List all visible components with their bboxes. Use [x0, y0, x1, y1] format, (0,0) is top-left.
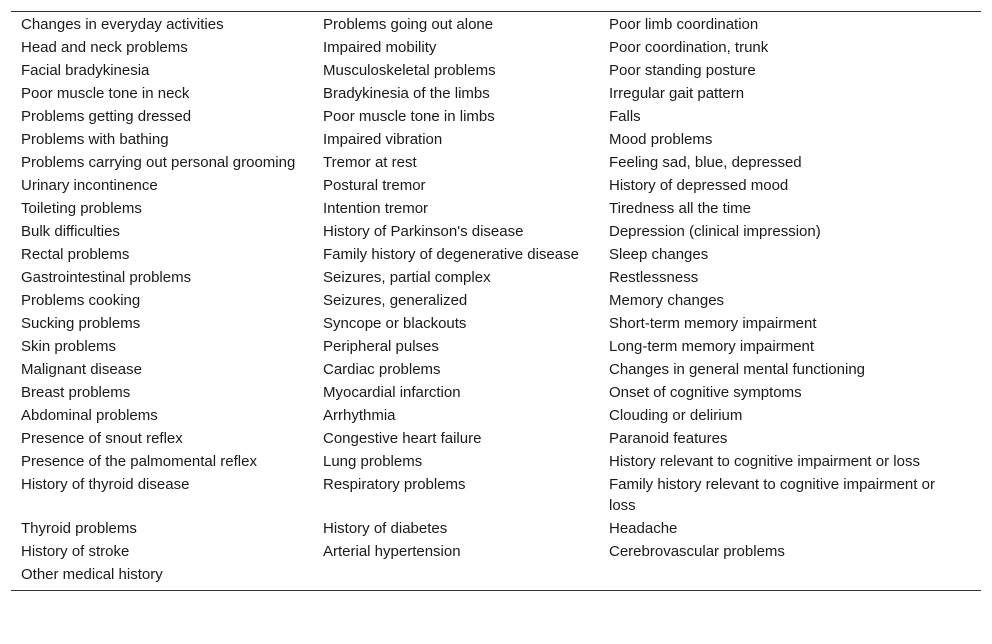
- table-cell: Impaired mobility: [323, 39, 437, 56]
- table-cell: History of stroke: [21, 543, 130, 560]
- table-row: [11, 174, 981, 197]
- table-cell: Problems carrying out personal grooming: [21, 154, 296, 171]
- table-cell: Poor standing posture: [609, 62, 756, 79]
- table-cell: Changes in general mental functioning: [609, 361, 866, 378]
- table-cell: Musculoskeletal problems: [323, 62, 496, 79]
- table-cell: Falls: [609, 108, 641, 125]
- table-cell: Thyroid problems: [21, 520, 137, 537]
- table-row: [11, 289, 981, 312]
- table-cell: Respiratory problems: [323, 476, 466, 493]
- table-row: [11, 517, 981, 540]
- table-cell: Poor limb coordination: [609, 16, 759, 33]
- table-row: [11, 473, 981, 517]
- table-cell: Myocardial infarction: [323, 384, 461, 401]
- table-cell: Sucking problems: [21, 315, 141, 332]
- symptom-table: [11, 11, 981, 591]
- table-cell: Poor muscle tone in limbs: [323, 108, 495, 125]
- table-cell: Memory changes: [609, 292, 725, 309]
- table-row: [11, 358, 981, 381]
- table-cell: Facial bradykinesia: [21, 62, 150, 79]
- table-row: [11, 13, 981, 36]
- table-cell: Depression (clinical impression): [609, 223, 821, 240]
- table-cell: Mood problems: [609, 131, 713, 148]
- table-cell: [313, 563, 599, 586]
- table-row: [11, 59, 981, 82]
- table-cell: Syncope or blackouts: [323, 315, 467, 332]
- table-cell: Breast problems: [21, 384, 131, 401]
- table-cell: Malignant disease: [21, 361, 142, 378]
- table-cell: Short-term memory impairment: [609, 315, 817, 332]
- table-cell: Postural tremor: [323, 177, 426, 194]
- table-cell: Bradykinesia of the limbs: [323, 85, 490, 102]
- table-cell: Seizures, generalized: [323, 292, 468, 309]
- table-row: [11, 243, 981, 266]
- table-cell: Skin problems: [21, 338, 117, 355]
- table-cell: [599, 563, 981, 586]
- table-cell: Cardiac problems: [323, 361, 441, 378]
- table-cell: Rectal problems: [21, 246, 130, 263]
- table-cell: Irregular gait pattern: [609, 85, 745, 102]
- symptom-table-grid: [11, 13, 981, 586]
- table-cell: Paranoid features: [609, 430, 728, 447]
- table-cell: Other medical history: [21, 566, 163, 583]
- table-cell: Poor muscle tone in neck: [21, 85, 190, 102]
- table-cell: Problems going out alone: [323, 16, 494, 33]
- table-cell: Lung problems: [323, 453, 423, 470]
- table-cell: Intention tremor: [323, 200, 429, 217]
- table-row: [11, 427, 981, 450]
- table-row: [11, 563, 981, 586]
- table-cell: Long-term memory impairment: [609, 338, 815, 355]
- table-cell: Problems with bathing: [21, 131, 169, 148]
- table-row: [11, 266, 981, 289]
- table-cell: History of diabetes: [323, 520, 448, 537]
- table-body: [11, 13, 981, 586]
- table-row: [11, 220, 981, 243]
- table-cell: Sleep changes: [609, 246, 709, 263]
- table-cell: Restlessness: [609, 269, 699, 286]
- table-cell: History relevant to cognitive impairment or loss: [609, 453, 920, 470]
- table-cell: Problems cooking: [21, 292, 141, 309]
- table-row: [11, 151, 981, 174]
- table-cell: Urinary incontinence: [21, 177, 158, 194]
- table-cell: Head and neck problems: [21, 39, 188, 56]
- table-row: [11, 128, 981, 151]
- table-cell: Presence of the palmomental reflex: [21, 453, 257, 470]
- table-cell: Feeling sad, blue, depressed: [609, 154, 802, 171]
- table-cell: Tiredness all the time: [609, 200, 752, 217]
- table-cell: Problems getting dressed: [21, 108, 192, 125]
- table-row: [11, 404, 981, 427]
- table-cell: Arrhythmia: [323, 407, 396, 424]
- table-cell: Gastrointestinal problems: [21, 269, 192, 286]
- table-cell: Family history relevant to cognitive impairment or loss: [609, 476, 935, 514]
- table-cell: History of thyroid disease: [21, 476, 190, 493]
- table-cell: Poor coordination, trunk: [609, 39, 769, 56]
- table-cell: Peripheral pulses: [323, 338, 439, 355]
- table-cell: Impaired vibration: [323, 131, 443, 148]
- table-cell: Changes in everyday activities: [21, 16, 224, 33]
- table-row: [11, 450, 981, 473]
- table-cell: Family history of degenerative disease: [323, 246, 579, 263]
- table-cell: Bulk difficulties: [21, 223, 120, 240]
- table-row: [11, 381, 981, 404]
- table-cell: Toileting problems: [21, 200, 142, 217]
- table-row: [11, 82, 981, 105]
- table-cell: History of Parkinson's disease: [323, 223, 524, 240]
- table-row: [11, 197, 981, 220]
- table-cell: Cerebrovascular problems: [609, 543, 785, 560]
- table-cell: Presence of snout reflex: [21, 430, 183, 447]
- table-cell: Arterial hypertension: [323, 543, 461, 560]
- table-cell: Tremor at rest: [323, 154, 417, 171]
- table-cell: Onset of cognitive symptoms: [609, 384, 802, 401]
- table-cell: Headache: [609, 520, 678, 537]
- table-cell: Abdominal problems: [21, 407, 158, 424]
- table-row: [11, 105, 981, 128]
- table-row: [11, 335, 981, 358]
- table-row: [11, 36, 981, 59]
- table-cell: History of depressed mood: [609, 177, 789, 194]
- table-row: [11, 540, 981, 563]
- table-row: [11, 312, 981, 335]
- table-cell: Clouding or delirium: [609, 407, 743, 424]
- table-cell: Congestive heart failure: [323, 430, 482, 447]
- table-cell: Seizures, partial complex: [323, 269, 491, 286]
